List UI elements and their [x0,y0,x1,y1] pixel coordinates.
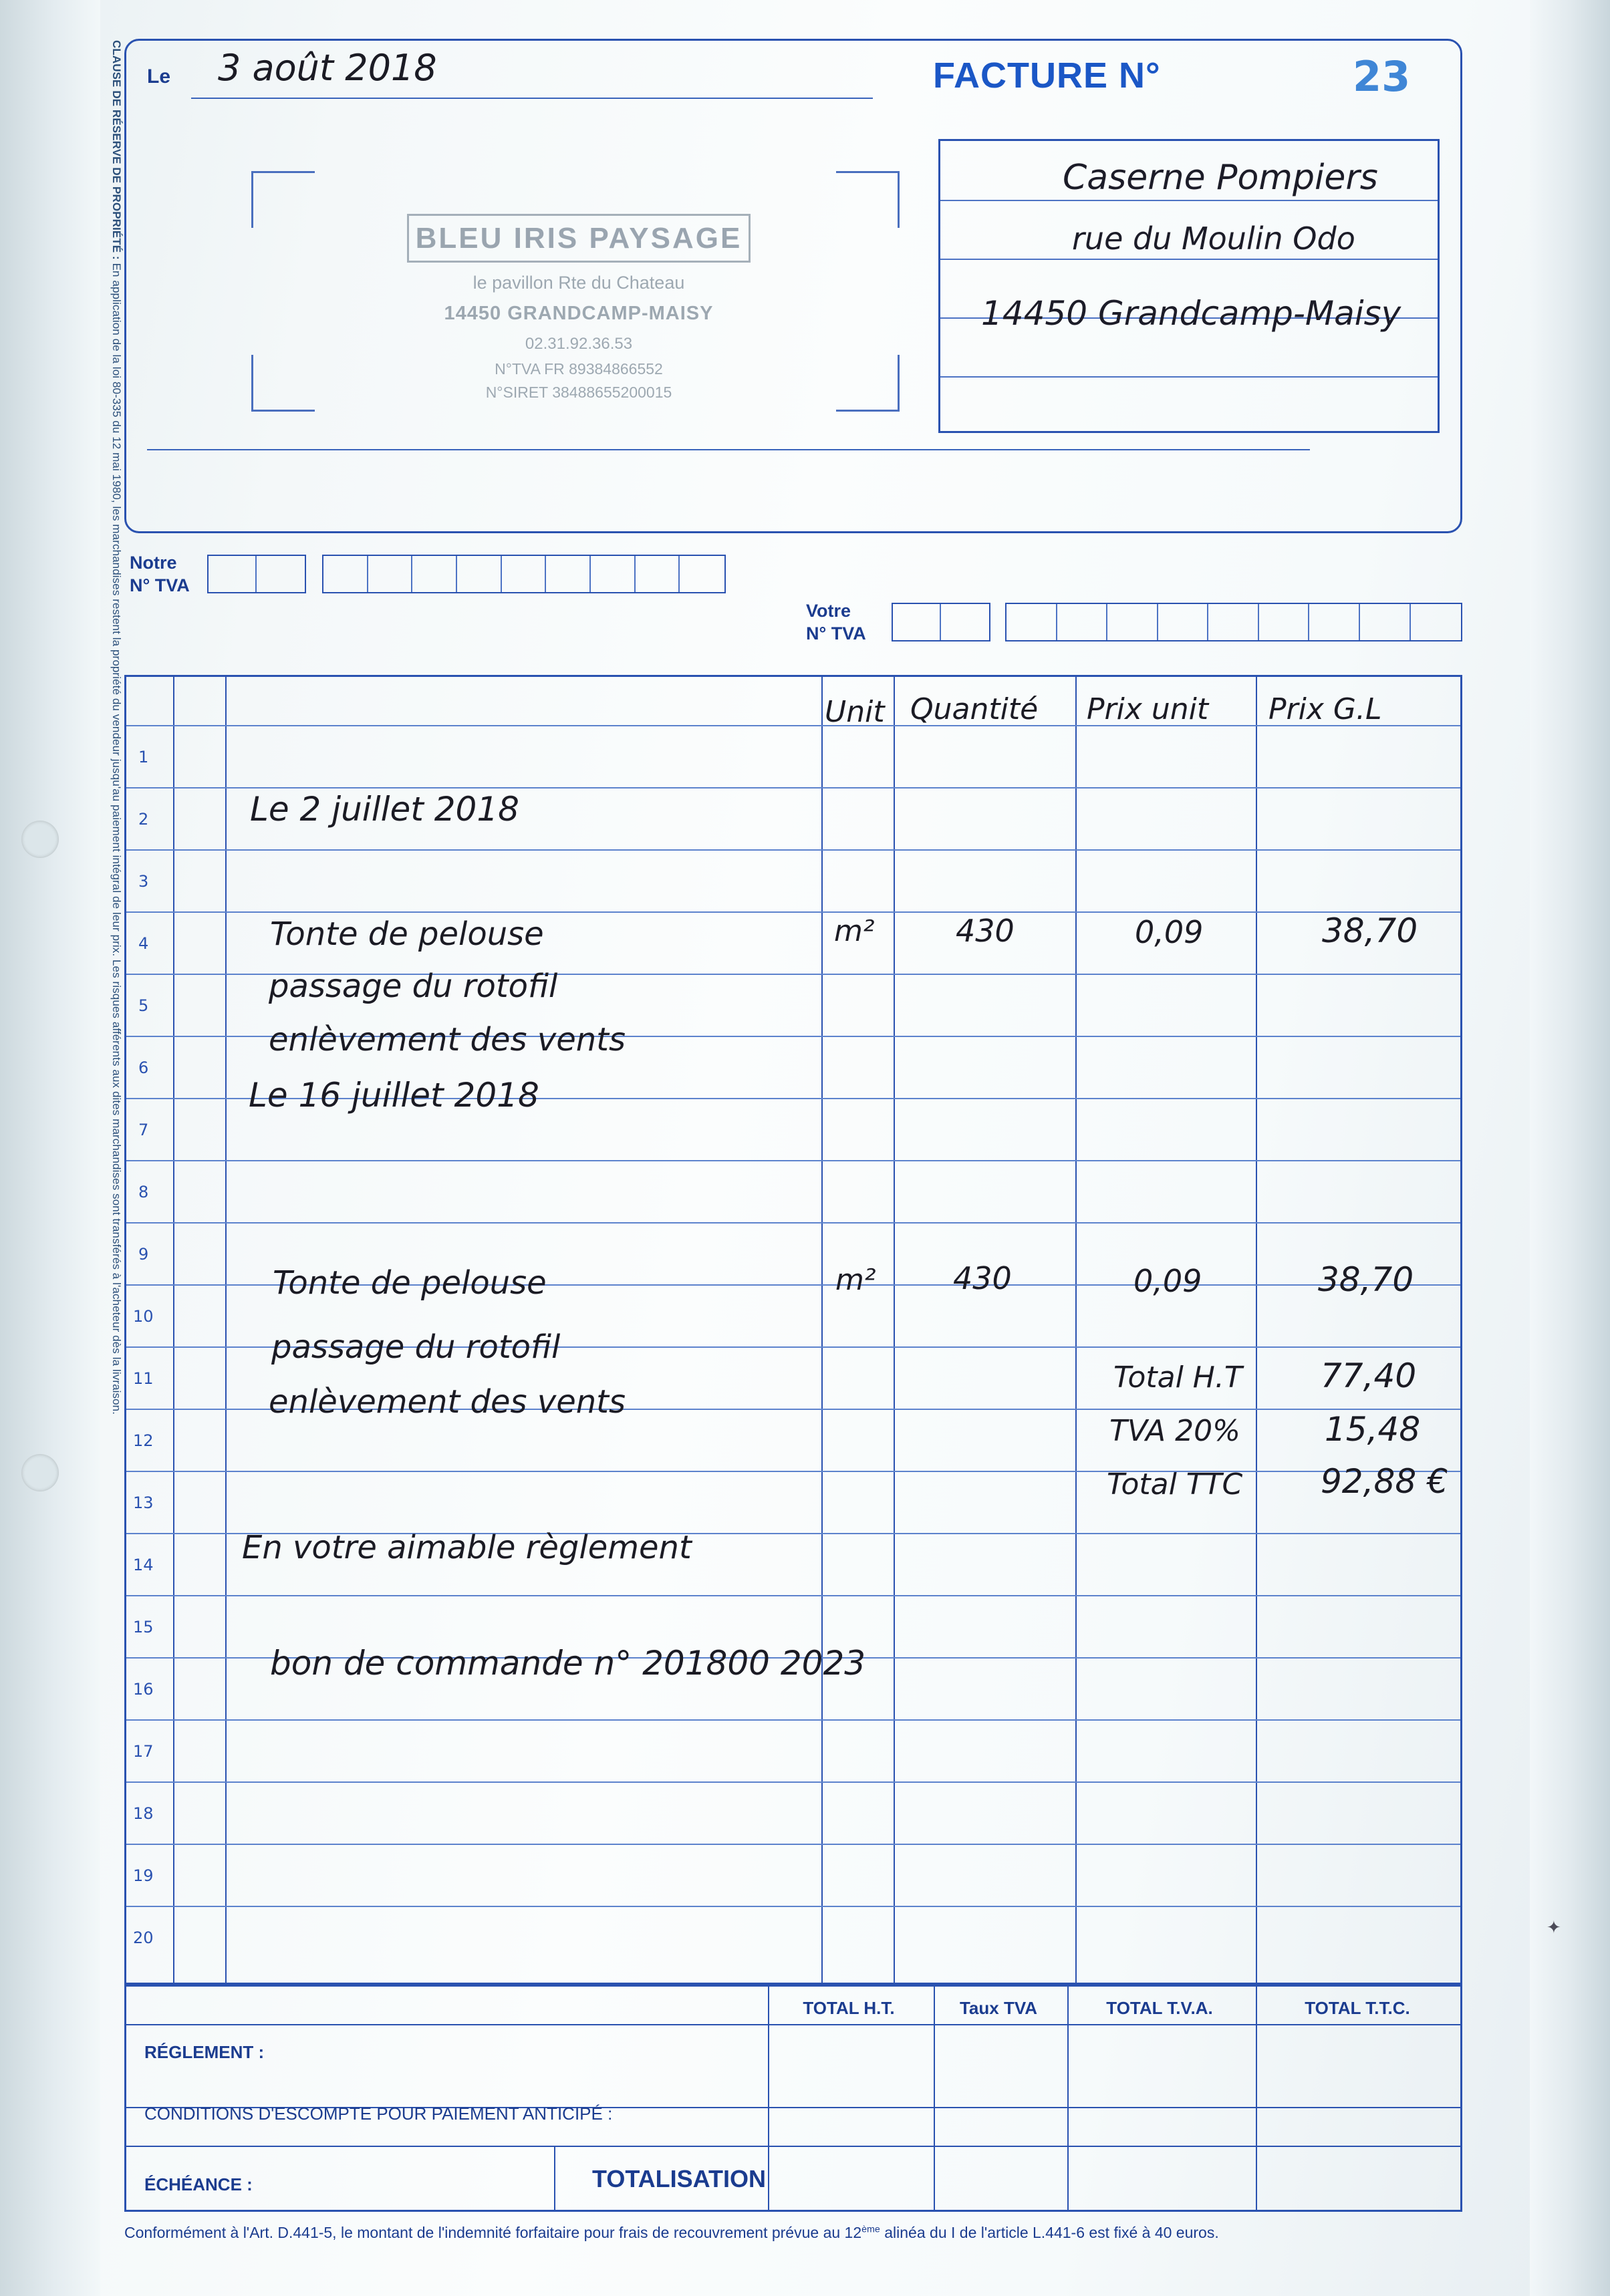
your-vat-label-line1: Votre [806,601,851,621]
your-vat-digit-5[interactable] [1208,604,1259,640]
your-vat-digit-3[interactable] [1107,604,1158,640]
vendor-address-line2: 14450 GRANDCAMP-MAISY [444,302,714,324]
stray-ink-mark: ✦ [1547,1918,1561,1938]
client-address-line2: rue du Moulin Odo [1072,221,1355,257]
our-vat-digit-2[interactable] [368,556,413,592]
grid-rule-3 [126,849,1460,851]
row-number: 10 [133,1307,154,1326]
escompte-label: CONDITIONS D'ESCOMPTE POUR PAIEMENT ANTICIPÉ : [144,2104,613,2124]
our-vat-prefix-boxes[interactable] [207,555,306,593]
header-total-price-handwritten: Prix G.L [1268,692,1382,726]
grid-col-designation-left [225,677,227,1983]
your-vat-number-boxes[interactable] [1005,603,1462,641]
taux-tva-header: Taux TVA [959,1998,1038,2018]
your-vat-digit-9[interactable] [1411,604,1462,640]
grid-rule-18 [126,1781,1460,1783]
footer-pre: Conformément à l'Art. D.441-5, le montant de l'indemnité forfaitaire pour frais de recouvrement prévue au 12 [124,2224,862,2241]
totalisation-label: TOTALISATION [592,2165,766,2192]
echeance-label: ÉCHÉANCE : [144,2174,253,2194]
handwritten-total-value: 15,48 [1325,1410,1421,1449]
line-entry-text: passage du rotofil [269,968,558,1005]
your-vat-char-2[interactable] [941,604,989,640]
total-tva-header: TOTAL T.V.A. [1106,1998,1213,2018]
grid-rule-13 [126,1471,1460,1472]
handwritten-total-label: Total TTC [1107,1467,1243,1501]
grid-rule-2 [126,787,1460,788]
our-vat-digit-6[interactable] [546,556,591,592]
clause-body: En application de la loi 80-335 du 12 mai 1980, les marchandises restent la propriété du vendeur jusqu'au paiement intégral de leur prix. Les risques afférents aux dites marchandises sont transférés à l'acheteur dès la livraison. [110,259,123,1415]
grid-rule-19 [126,1844,1460,1845]
row-number: 7 [138,1121,149,1139]
header-quantity-handwritten: Quantité [910,692,1039,726]
grid-rule-8 [126,1160,1460,1161]
row-number: 9 [138,1245,149,1264]
vendor-address-line1: le pavillon Rte du Chateau [473,273,685,293]
totals-vline-totalisation [554,2146,555,2210]
your-vat-digit-1[interactable] [1007,604,1057,640]
line-entry-text: Le 16 juillet 2018 [249,1076,539,1115]
grid-col-quantity [894,677,895,1983]
row-number: 1 [138,748,149,766]
corner-top-left [251,171,315,228]
grid-col-total-price [1256,677,1257,1983]
grid-rule-1 [126,725,1460,726]
grid-rule-20 [126,1906,1460,1907]
line-entry-unit-price: 0,09 [1133,1263,1202,1299]
grid-rule-9 [126,1222,1460,1224]
our-vat-digit-9[interactable] [680,556,724,592]
row-number: 3 [138,872,149,891]
client-address-line3: 14450 Grandcamp-Maisy [981,294,1401,333]
row-number: 6 [138,1058,149,1077]
row-number: 18 [133,1804,154,1823]
totals-header-rule [126,2024,1460,2025]
footer-post: alinéa du I de l'article L.441-6 est fixé à 40 euros. [880,2224,1219,2241]
line-entry-text: Le 2 juillet 2018 [250,790,519,829]
grid-col-rownumbers [173,677,174,1983]
row-number: 4 [138,934,149,953]
date-handwritten: 3 août 2018 [218,47,437,89]
punch-hole-top [21,821,59,858]
punch-hole-bottom [21,1454,59,1491]
your-vat-digit-8[interactable] [1360,604,1411,640]
line-entry-qty: 430 [953,1260,1012,1296]
vendor-name: BLEU IRIS PAYSAGE [407,214,751,263]
vendor-siret: N°SIRET 38488655200015 [485,384,672,402]
line-entry-text: enlèvement des vents [269,1383,626,1421]
footer-sup: ème [861,2224,880,2235]
row-number: 14 [133,1556,154,1574]
handwritten-total-label: Total H.T [1113,1360,1242,1395]
totals-lower-rule [126,2146,1460,2147]
line-entry-text: Tonte de pelouse [273,1264,547,1302]
line-entry-text: passage du rotofil [271,1328,561,1366]
invoice-form [124,27,1561,2241]
our-vat-label-line2: N° TVA [130,575,190,595]
our-vat-number-boxes[interactable] [322,555,726,593]
page-edge-right [1530,0,1610,2296]
handwritten-total-label: TVA 20% [1109,1414,1240,1448]
totals-vline-1 [768,1987,769,2210]
corner-bottom-left [251,355,315,412]
your-vat-digit-6[interactable] [1259,604,1310,640]
header-divider-line [147,449,1310,450]
our-vat-label [130,552,190,597]
address-rule-2 [940,259,1438,260]
reserve-of-ownership-clause [100,40,123,1415]
page-edge-left [0,0,100,2296]
line-entry-text: enlèvement des vents [269,1021,626,1058]
handwritten-total-value: 77,40 [1321,1356,1417,1395]
grid-col-unit-price [1075,677,1077,1983]
row-number: 16 [133,1680,154,1699]
your-vat-digit-2[interactable] [1057,604,1108,640]
line-entry-text: Tonte de pelouse [270,915,544,953]
line-entry-total: 38,70 [1318,1260,1414,1299]
row-number: 5 [138,996,149,1015]
our-vat-digit-7[interactable] [591,556,636,592]
your-vat-digit-7[interactable] [1309,604,1360,640]
vendor-vat: N°TVA FR 89384866552 [495,360,663,378]
line-entry-unit: m² [835,1263,876,1297]
corner-top-right [836,171,900,228]
address-rule-4 [940,376,1438,378]
page-title: FACTURE N° [933,55,1161,96]
address-rule-1 [940,200,1438,201]
clause-title: CLAUSE DE RÉSERVE DE PROPRIÉTÉ : [110,40,123,260]
row-number: 17 [133,1742,154,1761]
header-unit-price-handwritten: Prix unit [1087,692,1209,726]
row-number: 19 [133,1866,154,1885]
totals-vline-3 [1067,1987,1069,2210]
line-entry-text: bon de commande n° 201800 2023 [270,1644,866,1683]
client-address-line1: Caserne Pompiers [1063,158,1378,198]
vendor-stamp [325,214,833,403]
your-vat-label-line2: N° TVA [806,623,866,643]
grid-rule-15 [126,1595,1460,1596]
totals-block [124,1985,1462,2212]
our-vat-digit-4[interactable] [457,556,502,592]
row-number: 15 [133,1618,154,1636]
our-vat-digit-1[interactable] [323,556,368,592]
row-number: 2 [138,810,149,829]
row-number: 13 [133,1493,154,1512]
date-label: Le [147,65,171,88]
corner-bottom-right [836,355,900,412]
handwritten-total-value: 92,88 € [1321,1462,1448,1501]
row-number: 12 [133,1431,154,1450]
line-entry-unit: m² [834,914,875,948]
our-vat-digit-3[interactable] [412,556,457,592]
total-ttc-header: TOTAL T.T.C. [1305,1998,1410,2018]
line-entry-total: 38,70 [1322,911,1418,950]
row-number: 20 [133,1928,154,1947]
grid-rule-4 [126,911,1460,913]
row-number: 11 [133,1369,154,1388]
your-vat-prefix-boxes[interactable] [892,603,990,641]
grid-rule-17 [126,1719,1460,1721]
header-unit-handwritten: Unit [825,695,885,729]
our-vat-label-line1: Notre [130,553,177,573]
vendor-phone: 02.31.92.36.53 [525,334,633,353]
row-number: 8 [138,1183,149,1201]
totals-vline-2 [934,1987,935,2210]
totals-vline-4 [1256,1987,1257,2210]
our-vat-digit-5[interactable] [502,556,547,592]
total-ht-header: TOTAL H.T. [803,1998,895,2018]
your-vat-char-1[interactable] [893,604,941,640]
our-vat-digit-8[interactable] [636,556,680,592]
invoice-number: 23 [1353,52,1411,101]
date-line [191,98,873,99]
line-entry-text: En votre aimable règlement [242,1529,692,1566]
reglement-label: RÉGLEMENT : [144,2042,265,2062]
your-vat-label [806,600,866,645]
our-vat-char-2[interactable] [257,556,305,592]
our-vat-char-1[interactable] [209,556,257,592]
line-entry-unit-price: 0,09 [1135,914,1204,950]
line-entry-qty: 430 [956,913,1015,949]
your-vat-digit-4[interactable] [1158,604,1209,640]
grid-col-unit [821,677,823,1983]
legal-footer-note [124,2224,1462,2242]
